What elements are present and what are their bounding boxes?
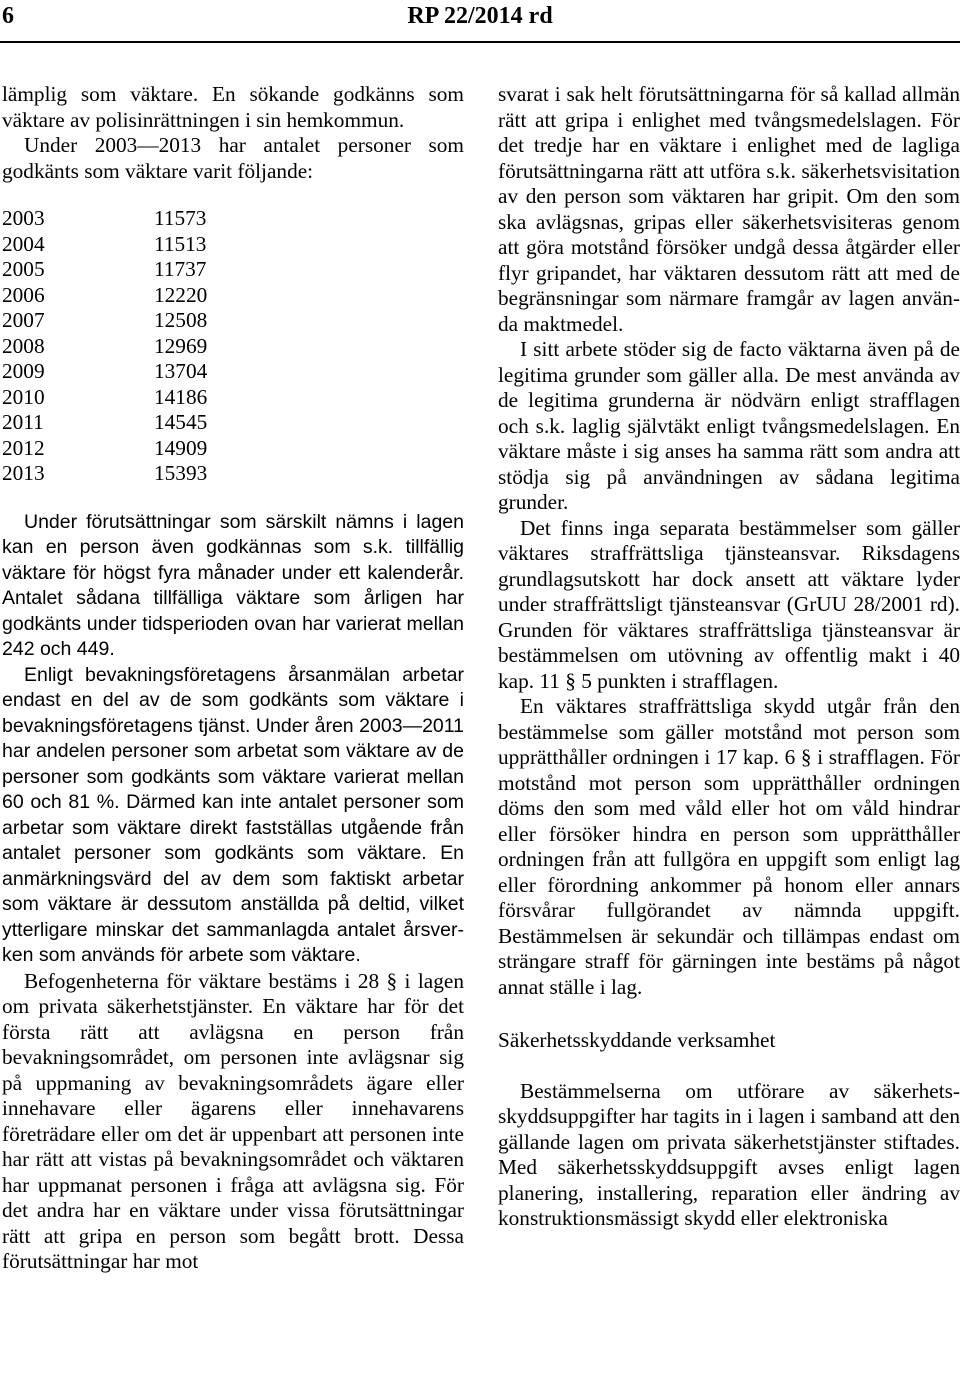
table-row — [2, 461, 207, 487]
value-cell: 13704 — [154, 359, 208, 383]
table-row — [2, 334, 207, 360]
table-row — [2, 359, 207, 385]
paragraph: I sitt arbete stöder sig de facto väktarna även på de legitima grunder som gäller alla. De mest använda av de legitima grunderna är nödvärn enligt strafflagen och s.k. laglig självtäkt enligt tvångsmedelslagen. En väktare måste i sig anses ha samma rätt som andra att stödja sig på användningen av sådana legitima grunder. — [498, 337, 960, 514]
year-cell: 2013 — [2, 461, 45, 485]
table-row — [2, 385, 207, 411]
table-row — [2, 436, 207, 462]
value-cell: 14186 — [154, 384, 208, 409]
year-cell: 2007 — [2, 308, 45, 332]
value-cell: 11737 — [154, 257, 207, 281]
table-row — [2, 257, 207, 283]
paragraph: svarat i sak helt förutsättningarna för så kallad allmän rätt att gripa i enlighet med tvångsmedelslagen. För det tredje har en väktare i enlighet med de lagliga förutsättningarna rätt att utföra s.k. säkerhetsvisitation av den person som väktaren har gripit. Om den som ska avlägsnas, gripas eller säkerhetsvisiteras genom att göra motstånd försöker undgå dessa åtgärder eller flyr gripandet, har väktaren dessutom rätt att med de begränsningar som närmare framgår av lagen använda maktmedel. — [498, 82, 960, 336]
paragraph: Bestämmelserna om utförare av säkerhetsskyddsuppgifter har tagits in i lagen i samband att den gällande lagen om privata säkerhetstjänster stiftades. Med säkerhetsskyddsuppgift avses enligt lagen planering, installering, reparation eller ändring av konstruktionsmässigt skydd eller elektroniska — [498, 1078, 960, 1230]
year-cell: 2012 — [2, 435, 45, 460]
table-row — [2, 308, 207, 334]
paragraph: Under 2003—2013 har antalet personer som godkänts som väktare varit följande: — [2, 133, 464, 183]
value-cell: 11513 — [154, 231, 207, 256]
year-cell: 2009 — [2, 359, 45, 383]
value-cell: 11573 — [154, 206, 207, 230]
value-cell: 15393 — [154, 461, 208, 485]
value-cell: 12969 — [154, 333, 208, 358]
paragraph: Det finns inga separata bestämmelser som gäller väktares straffrättsliga tjänsteansvar. Riksdagens grundlagsutskott har dock ansett att väktare lyder under straffrättsligt tjänsteansvar (GrUU 28/2001 rd). Grunden för väktares straffrättsliga tjänsteansvar är bestämmelsen om utövning av offentlig makt i 40 kap. 11 § 5 punkten i strafflagen. — [498, 515, 960, 693]
year-cell: 2005 — [2, 257, 45, 281]
paragraph: Under förutsättningar som särskilt nämns i lagen kan en person även godkännas som s.k. tillfällig väktare för högst fyra månader under ett kalenderår. Antalet sådana tillfälliga väktare som årligen har godkänts under tidsperioden ovan har varierat mellan 242 och 449. — [2, 510, 464, 660]
header-divider — [0, 41, 960, 43]
document-id: RP 22/2014 rd — [407, 3, 553, 29]
value-cell: 14909 — [154, 435, 208, 460]
table-row — [2, 232, 207, 258]
table-row — [2, 283, 207, 309]
year-cell: 2004 — [2, 231, 45, 256]
value-cell: 12508 — [154, 308, 208, 332]
table-row — [2, 206, 207, 232]
year-cell: 2011 — [2, 410, 44, 434]
year-cell: 2006 — [2, 282, 45, 307]
table-row — [2, 410, 207, 436]
paragraph: Enligt bevakningsföretagens årsanmälan arbetar endast en del av de som godkänts som väktare i bevakningsföretagens tjänst. Under åren 2003—2011 har andelen personer som arbetat som väktare av de personer som godkänts som väktare varierat mellan 60 och 81 %. Därmed kan inte antalet personer som arbetar som väktare direkt fastställas utgående från antalet personer som godkänts som väktare. En anmärkningsvärd del av dem som faktiskt arbetar som väktare är dessutom anställda på deltid, vilket ytterligare minskar det sammanlagda antalet årsverken som används för arbete som väktare. — [2, 663, 464, 966]
approved-guards-table — [2, 206, 207, 487]
paragraph: lämplig som väktare. En sökande godkänns som väktare av polisinrättningen i sin hemkommun. — [2, 82, 464, 132]
section-heading: Säkerhetsskyddande verksamhet — [498, 1028, 776, 1052]
year-cell: 2003 — [2, 206, 45, 230]
left-column — [2, 82, 464, 1275]
year-cell: 2008 — [2, 333, 45, 358]
page-number: 6 — [2, 3, 14, 29]
paragraph: Befogenheterna för väktare bestäms i 28 § i lagen om privata säkerhetstjänster. En väktare har för det första rätt att avlägsna en person från bevakningsområdet, om personen inte avlägsnar sig på uppmaning av bevakningsområdets ägare eller innehavare eller ägarens eller innehavarens företrädare eller om det är uppenbart att personen inte har rätt att vistas på bevakningsområdet och väktaren har uppmanat personen i fråga att avlägsna sig. För det andra har en väktare under vissa förutsättningar rätt att gripa en person som begått brott. Dessa förutsättningar har mot — [2, 968, 464, 1273]
right-column — [498, 82, 960, 1232]
year-cell: 2010 — [2, 384, 45, 409]
paragraph: En väktares straffrättsliga skydd utgår från den bestämmelse som gäller motstånd mot person som upprätthåller ordningen i 17 kap. 6 § i strafflagen. För motstånd mot person som upprätthåller ordningen döms den som med våld eller hot om våld hindrar eller försöker hindra en person som upprätthåller ordningen från att fullgöra en uppgift som enligt lag eller förordning ankommer på honom eller annars försvårar fullgörandet av nämnda uppgift. Bestämmelsen är sekundär och tillämpas endast om strängare straff för gärningen inte bestäms på något annat ställe i lag. — [498, 694, 960, 999]
value-cell: 12220 — [154, 282, 208, 307]
value-cell: 14545 — [154, 410, 208, 434]
